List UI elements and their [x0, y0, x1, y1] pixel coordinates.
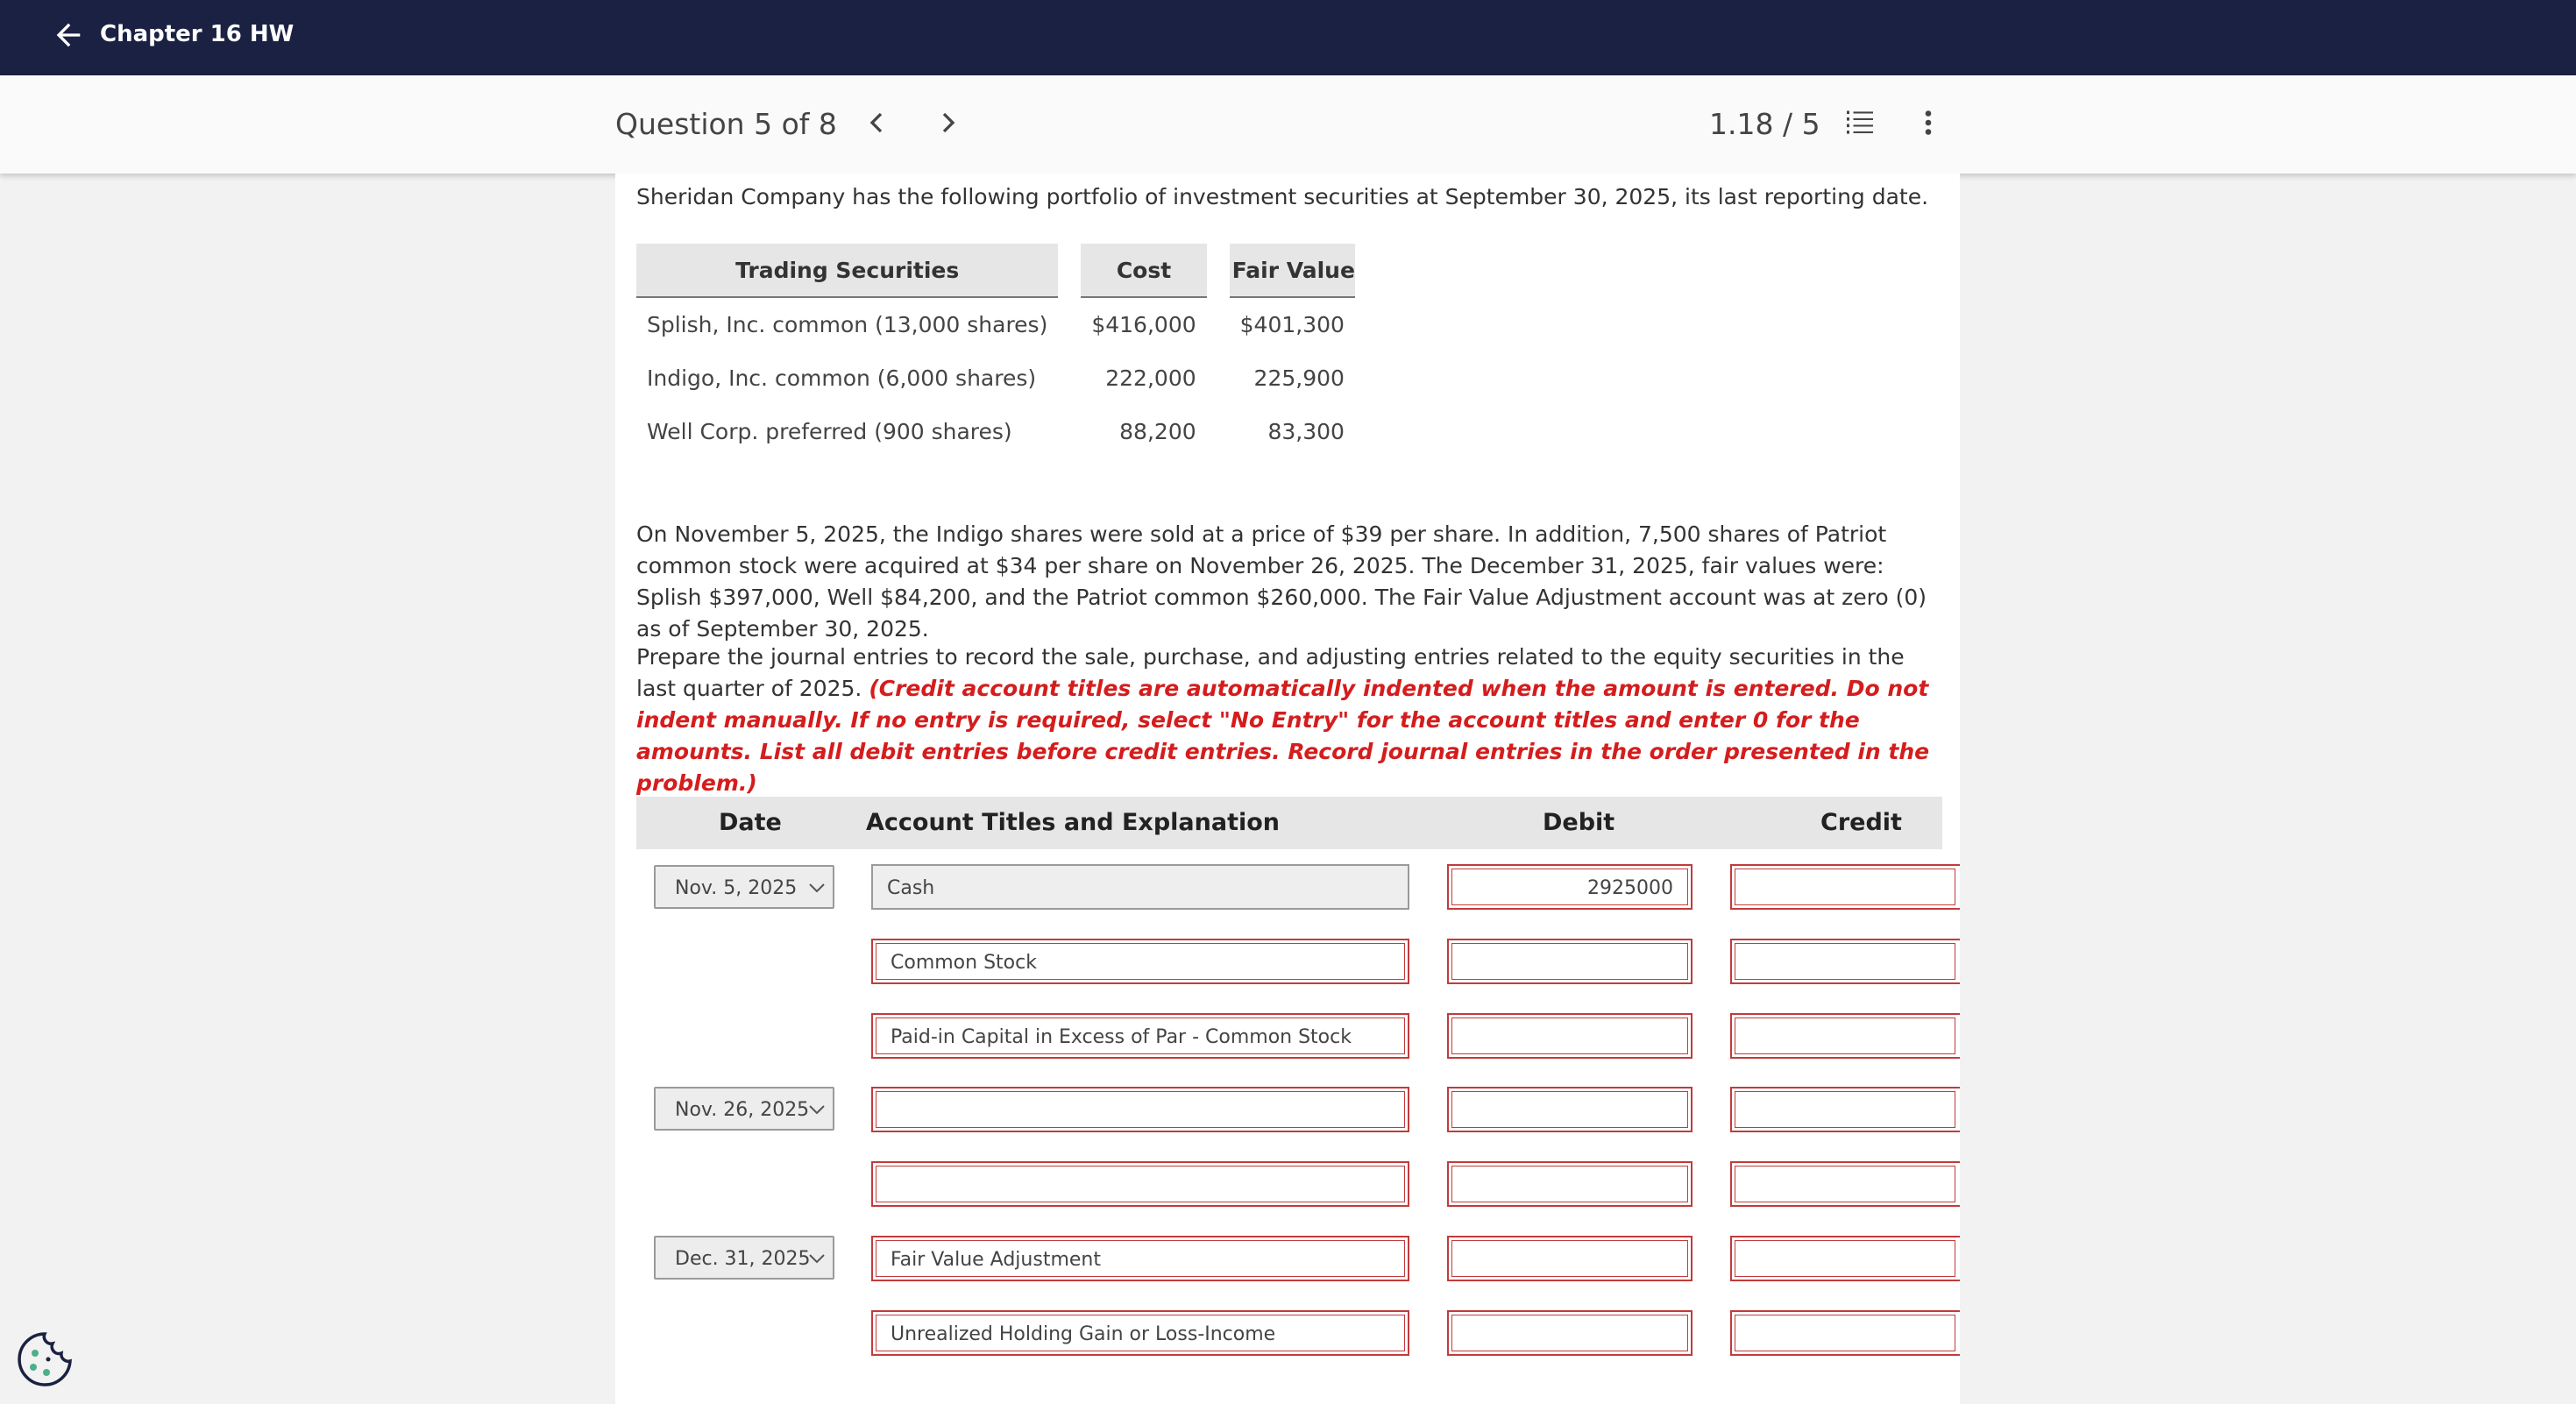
instruction-note: (Credit account titles are automatically indented when the amount is entered. Do not indent manually. If no entry is required, select "No Entry" for the account titles and enter 0 for the amounts. List all debit entries before credit entries. Record journal entries in the order presented in the problem.): [636, 676, 1930, 796]
account-title-input[interactable]: [871, 1161, 1409, 1207]
debit-input[interactable]: [1447, 1161, 1692, 1207]
debit-input[interactable]: [1447, 1087, 1692, 1132]
top-bar: [0, 0, 2576, 75]
debit-input[interactable]: [1447, 1013, 1692, 1059]
column-header-account: Account Titles and Explanation: [866, 809, 1281, 836]
assignment-title: Chapter 16 HW: [100, 21, 295, 47]
security-name: Splish, Inc. common (13,000 shares): [647, 312, 1048, 337]
credit-input[interactable]: [1730, 939, 1960, 984]
credit-input[interactable]: [1730, 1161, 1960, 1207]
date-select[interactable]: Dec. 31, 2025: [654, 1236, 834, 1280]
table-row: [636, 405, 1355, 458]
credit-input[interactable]: [1730, 1236, 1960, 1281]
debit-input[interactable]: [1447, 1236, 1692, 1281]
column-header-trading-securities: Trading Securities: [636, 244, 1058, 298]
security-fair-value: 83,300: [1267, 419, 1345, 444]
journal-header: [636, 797, 1942, 849]
account-title-input[interactable]: Paid-in Capital in Excess of Par - Common Stock: [871, 1013, 1409, 1059]
score-display: 1.18 / 5: [1709, 107, 1820, 141]
debit-input[interactable]: 2925000: [1447, 864, 1692, 910]
column-header-cost: Cost: [1081, 244, 1206, 298]
table-row: [636, 351, 1355, 405]
chevron-down-icon: [808, 1103, 826, 1116]
debit-input[interactable]: [1447, 1310, 1692, 1356]
problem-details: On November 5, 2025, the Indigo shares were sold at a price of $39 per share. In addition, 7,500 shares of Patriot common stock were acquired at $34 per share on November 26, 2025. The December 31, 2025, fair values were: Splish $397,000, Well $84,200, and the Patriot common $260,000. The Fair Value Adjustment account was at zero (0) as of September 30, 2025.: [636, 521, 1927, 642]
credit-input[interactable]: [1730, 864, 1960, 910]
chevron-right-icon[interactable]: [931, 105, 966, 140]
securities-table: [636, 244, 1355, 458]
debit-input[interactable]: [1447, 939, 1692, 984]
security-name: Well Corp. preferred (900 shares): [647, 419, 1012, 444]
account-title-input[interactable]: Fair Value Adjustment: [871, 1236, 1409, 1281]
question-content: [615, 174, 1960, 1404]
account-title-input[interactable]: Unrealized Holding Gain or Loss-Income: [871, 1310, 1409, 1356]
question-nav-bar: [0, 75, 2576, 174]
more-vertical-icon[interactable]: [1912, 105, 1944, 140]
chevron-left-icon[interactable]: [859, 105, 894, 140]
security-cost: $416,000: [1091, 312, 1196, 337]
securities-header-row: [636, 244, 1355, 298]
credit-input[interactable]: [1730, 1087, 1960, 1132]
credit-input[interactable]: [1730, 1013, 1960, 1059]
column-header-date: Date: [719, 809, 782, 836]
security-fair-value: $401,300: [1239, 312, 1345, 337]
account-title-input[interactable]: Cash: [871, 864, 1409, 910]
security-name: Indigo, Inc. common (6,000 shares): [647, 365, 1037, 391]
account-title-input[interactable]: Common Stock: [871, 939, 1409, 984]
numbered-list-icon[interactable]: [1844, 107, 1876, 138]
security-cost: 88,200: [1119, 419, 1196, 444]
question-counter: Question 5 of 8: [615, 107, 837, 141]
column-header-fair-value: Fair Value: [1230, 244, 1355, 298]
table-row: [636, 298, 1355, 351]
problem-intro: Sheridan Company has the following portfolio of investment securities at September 30, 2025, its last reporting date.: [636, 184, 1929, 209]
security-cost: 222,000: [1105, 365, 1196, 391]
chevron-down-icon: [808, 882, 826, 894]
column-header-debit: Debit: [1543, 809, 1615, 836]
security-fair-value: 225,900: [1253, 365, 1345, 391]
chevron-down-icon: [808, 1252, 826, 1265]
date-select[interactable]: Nov. 26, 2025: [654, 1087, 834, 1131]
account-title-input[interactable]: [871, 1087, 1409, 1132]
cookie-settings-icon[interactable]: [16, 1330, 74, 1388]
instruction-text: Prepare the journal entries to record the sale, purchase, and adjusting entries related to the equity securities in the last quarter of 2025.: [636, 644, 1905, 701]
problem-instructions: [636, 642, 1942, 799]
arrow-left-icon[interactable]: [51, 18, 86, 53]
credit-input[interactable]: [1730, 1310, 1960, 1356]
column-header-credit: Credit: [1820, 809, 1902, 836]
date-select[interactable]: Nov. 5, 2025: [654, 865, 834, 909]
